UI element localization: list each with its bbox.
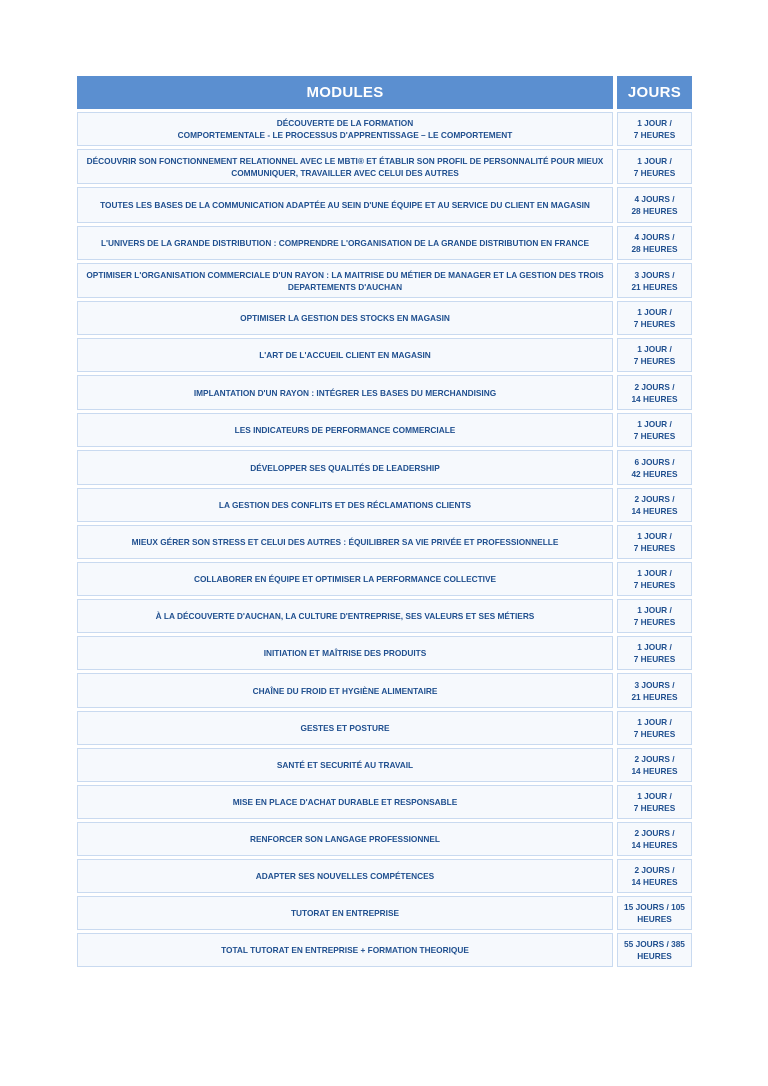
table-row	[77, 375, 692, 410]
module-label: L'UNIVERS DE LA GRANDE DISTRIBUTION : COMPRENDRE L'ORGANISATION DE LA GRANDE DISTRIBUTION EN FRANCE	[100, 238, 590, 248]
days-label: 55 JOURS / 385 HEURES	[624, 939, 685, 961]
module-cell	[77, 187, 613, 223]
module-cell	[77, 338, 613, 372]
table-row	[77, 263, 692, 298]
table-row	[77, 599, 692, 633]
module-cell	[77, 525, 613, 559]
days-cell	[617, 562, 692, 596]
module-label: DÉVELOPPER SES QUALITÉS DE LEADERSHIP	[250, 462, 440, 473]
module-label: GESTES ET POSTURE	[300, 723, 390, 733]
days-cell	[617, 263, 692, 298]
days-cell	[617, 822, 692, 856]
module-cell	[77, 636, 613, 670]
table-row	[77, 450, 692, 485]
days-cell	[617, 711, 692, 745]
module-cell	[77, 413, 613, 447]
days-cell	[617, 896, 692, 930]
module-label: À LA DÉCOUVERTE D'AUCHAN, LA CULTURE D'ENTREPRISE, SES VALEURS ET SES MÉTIERS	[155, 611, 535, 621]
table-row	[77, 149, 692, 184]
table-row	[77, 413, 692, 447]
module-cell	[77, 488, 613, 522]
table-row	[77, 636, 692, 670]
module-cell	[77, 711, 613, 745]
days-label: 1 JOUR / 7 HEURES	[633, 642, 676, 664]
days-cell	[617, 112, 692, 146]
days-label: 3 JOURS / 21 HEURES	[631, 679, 678, 702]
days-label: 1 JOUR / 7 HEURES	[633, 568, 676, 590]
module-cell	[77, 263, 613, 298]
module-cell	[77, 785, 613, 819]
days-cell	[617, 338, 692, 372]
module-cell	[77, 933, 613, 967]
module-cell	[77, 673, 613, 708]
module-label: CHAÎNE DU FROID ET HYGIÈNE ALIMENTAIRE	[252, 685, 438, 696]
table-row	[77, 226, 692, 260]
module-label: TUTORAT EN ENTREPRISE	[290, 908, 400, 918]
module-label: MIEUX GÉRER SON STRESS ET CELUI DES AUTRES : ÉQUILIBRER SA VIE PRIVÉE ET PROFESSIONNELLE	[131, 537, 559, 547]
days-label: 1 JOUR / 7 HEURES	[633, 155, 676, 178]
table-row	[77, 785, 692, 819]
days-cell	[617, 748, 692, 782]
module-label: DÉCOUVERTE DE LA FORMATION COMPORTEMENTALE - LE PROCESSUS D'APPRENTISSAGE – LE COMPORTEMENT	[177, 118, 513, 140]
days-label: 1 JOUR / 7 HEURES	[633, 717, 676, 739]
days-cell	[617, 636, 692, 670]
module-label: TOTAL TUTORAT EN ENTREPRISE + FORMATION THEORIQUE	[221, 945, 469, 955]
table-row	[77, 859, 692, 893]
table-row	[77, 562, 692, 596]
days-label: 2 JOURS / 14 HEURES	[631, 865, 678, 887]
table-row	[77, 187, 692, 223]
days-label: 2 JOURS / 14 HEURES	[631, 754, 678, 776]
module-label: LA GESTION DES CONFLITS ET DES RÉCLAMATIONS CLIENTS	[218, 500, 472, 510]
days-cell	[617, 375, 692, 410]
module-label: LES INDICATEURS DE PERFORMANCE COMMERCIALE	[234, 425, 456, 435]
days-cell	[617, 599, 692, 633]
days-cell	[617, 187, 692, 223]
table-body	[77, 112, 692, 967]
module-label: ADAPTER SES NOUVELLES COMPÉTENCES	[255, 871, 435, 881]
module-cell	[77, 562, 613, 596]
days-cell	[617, 785, 692, 819]
days-label: 2 JOURS / 14 HEURES	[631, 381, 678, 404]
table-row	[77, 933, 692, 967]
module-label: L'ART DE L'ACCUEIL CLIENT EN MAGASIN	[259, 350, 431, 360]
module-label: SANTÉ ET SECURITÉ AU TRAVAIL	[276, 760, 414, 770]
table-row	[77, 301, 692, 335]
module-cell	[77, 748, 613, 782]
table-row	[77, 748, 692, 782]
days-cell	[617, 413, 692, 447]
days-cell	[617, 488, 692, 522]
days-label: 1 JOUR / 7 HEURES	[633, 118, 676, 140]
table-header	[77, 76, 692, 109]
days-cell	[617, 450, 692, 485]
table-row	[77, 488, 692, 522]
module-cell	[77, 149, 613, 184]
module-cell	[77, 226, 613, 260]
module-cell	[77, 375, 613, 410]
days-label: 6 JOURS / 42 HEURES	[631, 456, 678, 479]
days-label: 1 JOUR / 7 HEURES	[633, 419, 676, 441]
module-label: MISE EN PLACE D'ACHAT DURABLE ET RESPONSABLE	[232, 797, 458, 807]
module-label: OPTIMISER LA GESTION DES STOCKS EN MAGASIN	[240, 313, 450, 323]
days-label: 2 JOURS / 14 HEURES	[631, 494, 678, 516]
days-cell	[617, 149, 692, 184]
days-label: 1 JOUR / 7 HEURES	[633, 605, 676, 627]
days-label: 1 JOUR / 7 HEURES	[633, 531, 676, 553]
module-cell	[77, 822, 613, 856]
module-cell	[77, 599, 613, 633]
module-cell	[77, 859, 613, 893]
table-row	[77, 711, 692, 745]
days-label: 4 JOURS / 28 HEURES	[631, 194, 678, 216]
days-cell	[617, 226, 692, 260]
days-cell	[617, 673, 692, 708]
days-cell	[617, 525, 692, 559]
modules-column-header: MODULES	[77, 76, 613, 109]
module-label: IMPLANTATION D'UN RAYON : INTÉGRER LES BASES DU MERCHANDISING	[193, 387, 497, 398]
table-row	[77, 896, 692, 930]
days-label: 1 JOUR / 7 HEURES	[633, 791, 676, 813]
days-label: 1 JOUR / 7 HEURES	[633, 307, 676, 329]
module-cell	[77, 301, 613, 335]
module-label: COLLABORER EN ÉQUIPE ET OPTIMISER LA PERFORMANCE COLLECTIVE	[193, 574, 497, 584]
table-row	[77, 338, 692, 372]
module-label: DÉCOUVRIR SON FONCTIONNEMENT RELATIONNEL AVEC LE MBTI® ET ÉTABLIR SON PROFIL DE PERSONNALITÉ POUR MIEUX COMMUNIQUER, TRAVAILLER AVEC CELUI DES AUTRES	[86, 155, 604, 178]
jours-column-header: JOURS	[617, 76, 692, 109]
module-cell	[77, 112, 613, 146]
module-label: RENFORCER SON LANGAGE PROFESSIONNEL	[250, 834, 440, 844]
table-row	[77, 822, 692, 856]
days-cell	[617, 933, 692, 967]
table-row	[77, 112, 692, 146]
table-row	[77, 673, 692, 708]
days-cell	[617, 301, 692, 335]
module-cell	[77, 450, 613, 485]
days-label: 2 JOURS / 14 HEURES	[631, 828, 678, 850]
module-label: INITIATION ET MAÎTRISE DES PRODUITS	[263, 648, 427, 658]
days-cell	[617, 859, 692, 893]
module-label: OPTIMISER L'ORGANISATION COMMERCIALE D'UN RAYON : LA MAITRISE DU MÉTIER DE MANAGER ET LA GESTION DES TROIS DEPARTEMENTS D'AUCHAN	[86, 269, 604, 292]
days-label: 4 JOURS / 28 HEURES	[631, 232, 678, 254]
days-label: 15 JOURS / 105 HEURES	[624, 902, 685, 924]
modules-table	[77, 76, 692, 970]
table-row	[77, 525, 692, 559]
module-label: TOUTES LES BASES DE LA COMMUNICATION ADAPTÉE AU SEIN D'UNE ÉQUIPE ET AU SERVICE DU CLIENT EN MAGASIN	[100, 200, 590, 210]
days-label: 1 JOUR / 7 HEURES	[633, 344, 676, 366]
module-cell	[77, 896, 613, 930]
days-label: 3 JOURS / 21 HEURES	[631, 269, 678, 292]
